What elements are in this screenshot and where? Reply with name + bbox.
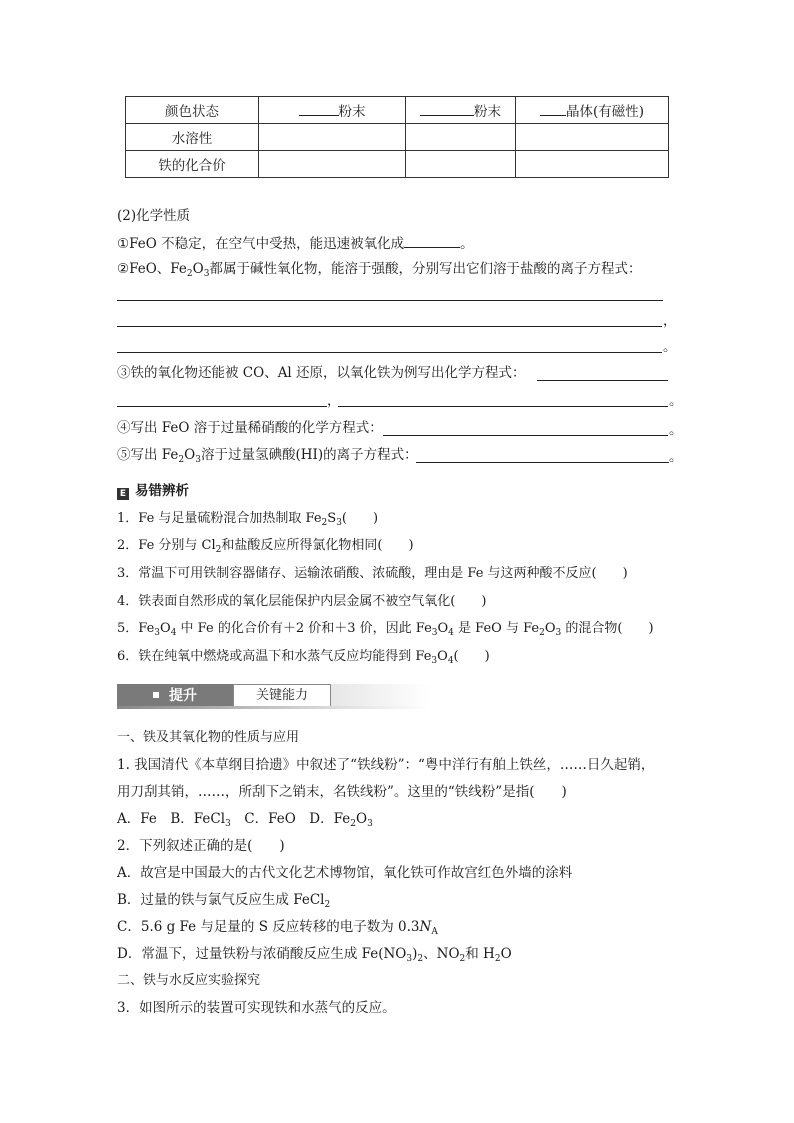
chem-heading: (2)化学性质 [117, 208, 191, 224]
option-d: D．常温下，过量铁粉与浓硝酸反应生成 $Fe(NO_3)_2$、$NO_2$和 $H_2O$ [117, 946, 512, 964]
answer-line[interactable] [383, 435, 668, 436]
table-cell-label: 水溶性 [126, 124, 259, 151]
table-row [126, 151, 669, 178]
answer-line[interactable] [416, 462, 669, 463]
table-cell [259, 151, 406, 178]
list-item: 5．$Fe_3O_4$ 中 Fe 的化合价有＋2 价和＋3 价，因此 $Fe_3O_4$ 是 FeO 与 $Fe_2O_3$ 的混合物( ) [117, 621, 654, 638]
answer-line[interactable] [117, 300, 663, 301]
answer-line[interactable] [117, 352, 662, 353]
blank-line [540, 101, 566, 116]
table-cell [259, 124, 406, 151]
answer-line[interactable] [338, 406, 668, 407]
question-2-stem: 2．下列叙述正确的是( ) [117, 838, 285, 854]
table-cell [516, 151, 669, 178]
question-2: ②FeO、$Fe_2O_3$都属于碱性氧化物，能溶于强酸，分别写出它们溶于盐酸的离子方程式： [117, 261, 642, 279]
question-3: ③铁的氧化物还能被 CO、Al 还原，以氧化铁为例写出化学方程式： [117, 365, 526, 381]
table-cell: 粉末 [406, 97, 516, 124]
answer-line[interactable] [117, 326, 662, 327]
mistake-icon: E [117, 488, 129, 500]
question-1-line-2: 用刀刮其销，……，所刮下之销末，名铁线粉”。这里的“铁线粉”是指( ) [117, 784, 567, 800]
option-b: B．过量的铁与氯气反应生成 FeCl$_2$ [117, 892, 331, 910]
list-item: 1．Fe 与足量硫粉混合加热制取 $Fe_2S_3$( ) [117, 511, 379, 528]
question-1-options: A．Fe B．FeCl$_3$ C．FeO D．$Fe_2O_3$ [117, 811, 373, 829]
question-1-line-1: 1. 我国清代《本草纲目拾遗》中叙述了“铁线粉”：“粤中洋行有舶上铁丝，……日久起销， [117, 757, 655, 773]
table-cell: 晶体(有磁性) [516, 97, 669, 124]
blank-line [420, 101, 474, 116]
list-item: 4．铁表面自然形成的氧化层能保护内层金属不被空气氧化( ) [117, 594, 487, 609]
iron-oxide-properties-table [125, 96, 669, 178]
question-3: 3．如图所示的装置可实现铁和水蒸气的反应。 [117, 1000, 396, 1016]
table-cell: 粉末 [259, 97, 406, 124]
section-banner [117, 684, 431, 708]
period: 。 [663, 339, 677, 355]
period: 。 [669, 393, 683, 409]
option-a: A．故宫是中国最大的古代文化艺术博物馆，氧化铁可作故宫红色外墙的涂料 [117, 865, 573, 881]
table-cell [516, 124, 669, 151]
table-cell-label: 颜色状态 [126, 97, 259, 124]
table-cell [406, 151, 516, 178]
comma: ， [327, 393, 341, 409]
answer-line[interactable] [537, 380, 668, 381]
section-title: 二、铁与水反应实验探究 [117, 973, 261, 988]
table-row [126, 97, 669, 124]
table-row [126, 124, 669, 151]
period: 。 [669, 422, 683, 438]
question-4: ④写出 FeO 溶于过量稀硝酸的化学方程式： [117, 420, 383, 436]
section-title: 一、铁及其氧化物的性质与应用 [117, 730, 300, 745]
mistakes-heading: E 易错辨析 [117, 482, 189, 500]
option-c: C．5.6 g Fe 与足量的 S 反应转移的电子数为 $0.3N_A$ [117, 919, 438, 937]
list-item: 6．铁在纯氧中燃烧或高温下和水蒸气反应均能得到 $Fe_3O_4$( ) [117, 649, 490, 666]
list-item: 2．Fe 分别与 $Cl_2$和盐酸反应所得氯化物相同( ) [117, 538, 414, 555]
comma: ， [663, 313, 677, 329]
answer-line[interactable] [117, 406, 327, 407]
list-item: 3．常温下可用铁制容器储存、运输浓硝酸、浓硫酸，理由是 Fe 与这两种酸不反应( ) [117, 566, 628, 581]
table-cell [406, 124, 516, 151]
period: 。 [669, 449, 683, 465]
table-cell-label: 铁的化合价 [126, 151, 259, 178]
blank-line [299, 101, 339, 116]
banner-label-key-ability: 关键能力 [233, 684, 331, 708]
banner-label-improve: 提升 [117, 684, 233, 708]
answer-blank[interactable] [404, 233, 460, 248]
question-1: ①FeO 不稳定，在空气中受热，能迅速被氧化成 。 [117, 233, 474, 253]
question-5: ⑤写出 $Fe_2O_3$溶于过量氢碘酸(HI)的离子方程式： [117, 447, 418, 465]
square-icon [153, 692, 159, 698]
